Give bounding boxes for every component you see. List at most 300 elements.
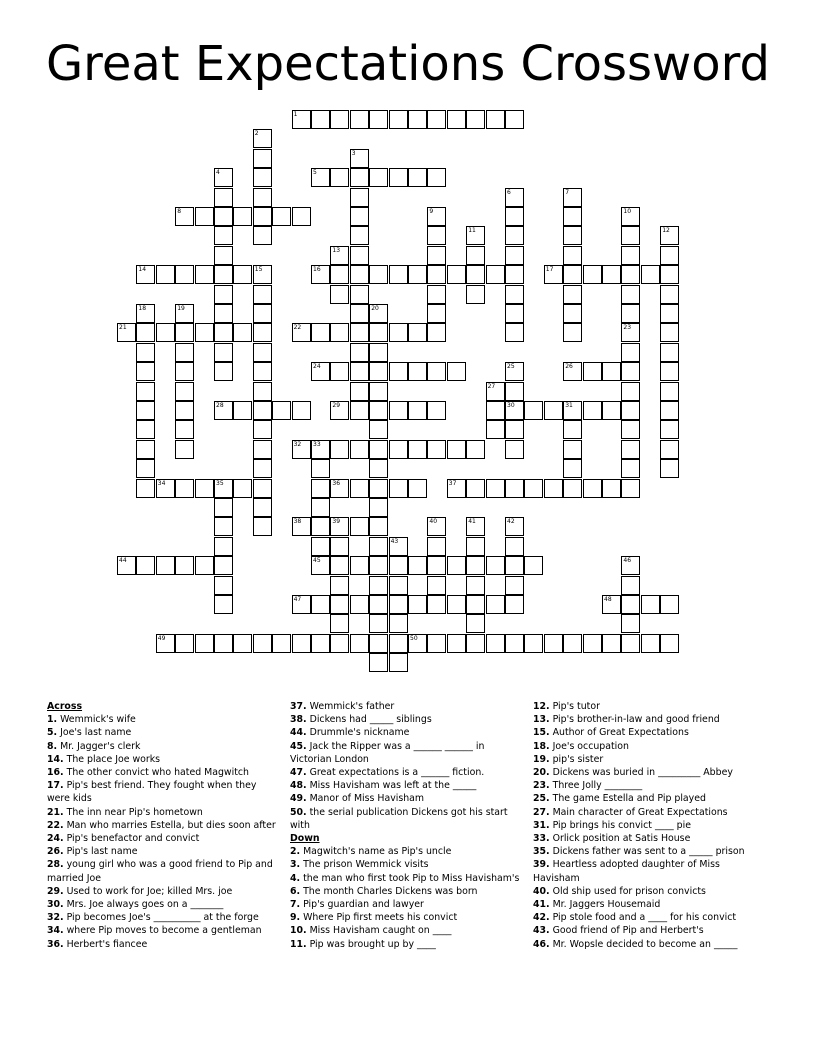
grid-cell[interactable]: [427, 168, 446, 187]
grid-cell[interactable]: [602, 595, 621, 614]
grid-cell[interactable]: [408, 401, 427, 420]
grid-cell[interactable]: [563, 634, 582, 653]
grid-cell[interactable]: [156, 556, 175, 575]
grid-cell[interactable]: [466, 265, 485, 284]
grid-cell[interactable]: [505, 420, 524, 439]
grid-cell[interactable]: [389, 556, 408, 575]
grid-cell[interactable]: [524, 479, 543, 498]
grid-cell[interactable]: [253, 362, 272, 381]
grid-cell[interactable]: [660, 246, 679, 265]
grid-cell[interactable]: [369, 343, 388, 362]
grid-cell[interactable]: [563, 459, 582, 478]
grid-cell[interactable]: [544, 479, 563, 498]
grid-cell[interactable]: [350, 343, 369, 362]
grid-cell[interactable]: [253, 401, 272, 420]
grid-cell[interactable]: [253, 188, 272, 207]
grid-cell[interactable]: [621, 226, 640, 245]
grid-cell[interactable]: [311, 517, 330, 536]
grid-cell[interactable]: [389, 614, 408, 633]
grid-cell[interactable]: [466, 517, 485, 536]
grid-cell[interactable]: [505, 362, 524, 381]
grid-cell[interactable]: [233, 265, 252, 284]
grid-cell[interactable]: [214, 576, 233, 595]
grid-cell[interactable]: [369, 110, 388, 129]
grid-cell[interactable]: [427, 323, 446, 342]
grid-cell[interactable]: [311, 595, 330, 614]
grid-cell[interactable]: [195, 323, 214, 342]
grid-cell[interactable]: [350, 168, 369, 187]
grid-cell[interactable]: [505, 110, 524, 129]
grid-cell[interactable]: [369, 634, 388, 653]
grid-cell[interactable]: [156, 479, 175, 498]
grid-cell[interactable]: [292, 110, 311, 129]
grid-cell[interactable]: [389, 653, 408, 672]
grid-cell[interactable]: [292, 517, 311, 536]
grid-cell[interactable]: [563, 323, 582, 342]
grid-cell[interactable]: [466, 595, 485, 614]
grid-cell[interactable]: [563, 285, 582, 304]
grid-cell[interactable]: [253, 304, 272, 323]
grid-cell[interactable]: [311, 498, 330, 517]
grid-cell[interactable]: [427, 401, 446, 420]
grid-cell[interactable]: [136, 556, 155, 575]
grid-cell[interactable]: [486, 401, 505, 420]
grid-cell[interactable]: [621, 576, 640, 595]
grid-cell[interactable]: [621, 343, 640, 362]
grid-cell[interactable]: [369, 576, 388, 595]
grid-cell[interactable]: [330, 110, 349, 129]
grid-cell[interactable]: [505, 188, 524, 207]
grid-cell[interactable]: [389, 634, 408, 653]
grid-cell[interactable]: [311, 440, 330, 459]
grid-cell[interactable]: [447, 634, 466, 653]
grid-cell[interactable]: [195, 634, 214, 653]
grid-cell[interactable]: [563, 401, 582, 420]
grid-cell[interactable]: [330, 634, 349, 653]
grid-cell[interactable]: [660, 362, 679, 381]
grid-cell[interactable]: [466, 479, 485, 498]
grid-cell[interactable]: [350, 556, 369, 575]
grid-cell[interactable]: [641, 634, 660, 653]
grid-cell[interactable]: [311, 479, 330, 498]
grid-cell[interactable]: [175, 382, 194, 401]
grid-cell[interactable]: [408, 110, 427, 129]
grid-cell[interactable]: [621, 459, 640, 478]
grid-cell[interactable]: [136, 382, 155, 401]
grid-cell[interactable]: [136, 479, 155, 498]
grid-cell[interactable]: [389, 323, 408, 342]
grid-cell[interactable]: [136, 323, 155, 342]
grid-cell[interactable]: [524, 556, 543, 575]
grid-cell[interactable]: [389, 168, 408, 187]
grid-cell[interactable]: [427, 362, 446, 381]
grid-cell[interactable]: [505, 517, 524, 536]
grid-cell[interactable]: [660, 323, 679, 342]
grid-cell[interactable]: [350, 517, 369, 536]
grid-cell[interactable]: [136, 265, 155, 284]
grid-cell[interactable]: [408, 265, 427, 284]
grid-cell[interactable]: [505, 401, 524, 420]
grid-cell[interactable]: [505, 323, 524, 342]
grid-cell[interactable]: [505, 634, 524, 653]
grid-cell[interactable]: [621, 207, 640, 226]
grid-cell[interactable]: [505, 556, 524, 575]
grid-cell[interactable]: [292, 440, 311, 459]
grid-cell[interactable]: [602, 479, 621, 498]
grid-cell[interactable]: [350, 110, 369, 129]
grid-cell[interactable]: [660, 304, 679, 323]
grid-cell[interactable]: [311, 537, 330, 556]
grid-cell[interactable]: [330, 479, 349, 498]
grid-cell[interactable]: [330, 440, 349, 459]
grid-cell[interactable]: [136, 304, 155, 323]
grid-cell[interactable]: [660, 420, 679, 439]
grid-cell[interactable]: [311, 110, 330, 129]
grid-cell[interactable]: [660, 634, 679, 653]
grid-cell[interactable]: [466, 110, 485, 129]
grid-cell[interactable]: [292, 207, 311, 226]
grid-cell[interactable]: [427, 576, 446, 595]
grid-cell[interactable]: [233, 634, 252, 653]
grid-cell[interactable]: [563, 207, 582, 226]
grid-cell[interactable]: [621, 614, 640, 633]
grid-cell[interactable]: [621, 382, 640, 401]
grid-cell[interactable]: [427, 595, 446, 614]
grid-cell[interactable]: [369, 595, 388, 614]
grid-cell[interactable]: [408, 362, 427, 381]
grid-cell[interactable]: [660, 226, 679, 245]
grid-cell[interactable]: [311, 634, 330, 653]
grid-cell[interactable]: [486, 595, 505, 614]
grid-cell[interactable]: [330, 517, 349, 536]
grid-cell[interactable]: [447, 479, 466, 498]
grid-cell[interactable]: [136, 440, 155, 459]
grid-cell[interactable]: [233, 207, 252, 226]
grid-cell[interactable]: [447, 595, 466, 614]
grid-cell[interactable]: [621, 479, 640, 498]
grid-cell[interactable]: [350, 440, 369, 459]
grid-cell[interactable]: [447, 110, 466, 129]
grid-cell[interactable]: [427, 207, 446, 226]
grid-cell[interactable]: [253, 226, 272, 245]
grid-cell[interactable]: [369, 479, 388, 498]
grid-cell[interactable]: [408, 634, 427, 653]
grid-cell[interactable]: [117, 556, 136, 575]
grid-cell[interactable]: [369, 168, 388, 187]
grid-cell[interactable]: [350, 207, 369, 226]
grid-cell[interactable]: [350, 246, 369, 265]
grid-cell[interactable]: [253, 149, 272, 168]
grid-cell[interactable]: [563, 188, 582, 207]
grid-cell[interactable]: [408, 440, 427, 459]
grid-cell[interactable]: [427, 304, 446, 323]
grid-cell[interactable]: [486, 556, 505, 575]
grid-cell[interactable]: [369, 614, 388, 633]
grid-cell[interactable]: [350, 634, 369, 653]
grid-cell[interactable]: [369, 537, 388, 556]
grid-cell[interactable]: [350, 362, 369, 381]
grid-cell[interactable]: [214, 246, 233, 265]
grid-cell[interactable]: [253, 343, 272, 362]
grid-cell[interactable]: [214, 537, 233, 556]
grid-cell[interactable]: [330, 285, 349, 304]
grid-cell[interactable]: [447, 556, 466, 575]
grid-cell[interactable]: [272, 207, 291, 226]
grid-cell[interactable]: [486, 382, 505, 401]
grid-cell[interactable]: [330, 246, 349, 265]
grid-cell[interactable]: [253, 498, 272, 517]
grid-cell[interactable]: [486, 634, 505, 653]
grid-cell[interactable]: [660, 343, 679, 362]
grid-cell[interactable]: [233, 323, 252, 342]
grid-cell[interactable]: [621, 401, 640, 420]
grid-cell[interactable]: [621, 304, 640, 323]
grid-cell[interactable]: [369, 382, 388, 401]
grid-cell[interactable]: [389, 537, 408, 556]
grid-cell[interactable]: [602, 401, 621, 420]
grid-cell[interactable]: [563, 440, 582, 459]
grid-cell[interactable]: [505, 479, 524, 498]
grid-cell[interactable]: [427, 517, 446, 536]
grid-cell[interactable]: [486, 420, 505, 439]
grid-cell[interactable]: [660, 440, 679, 459]
grid-cell[interactable]: [175, 401, 194, 420]
grid-cell[interactable]: [563, 304, 582, 323]
grid-cell[interactable]: [408, 479, 427, 498]
grid-cell[interactable]: [214, 595, 233, 614]
grid-cell[interactable]: [505, 304, 524, 323]
grid-cell[interactable]: [369, 498, 388, 517]
grid-cell[interactable]: [195, 556, 214, 575]
grid-cell[interactable]: [214, 401, 233, 420]
grid-cell[interactable]: [175, 343, 194, 362]
grid-cell[interactable]: [253, 323, 272, 342]
grid-cell[interactable]: [175, 420, 194, 439]
grid-cell[interactable]: [253, 479, 272, 498]
grid-cell[interactable]: [583, 634, 602, 653]
grid-cell[interactable]: [544, 401, 563, 420]
grid-cell[interactable]: [175, 556, 194, 575]
grid-cell[interactable]: [427, 246, 446, 265]
grid-cell[interactable]: [330, 576, 349, 595]
grid-cell[interactable]: [389, 110, 408, 129]
grid-cell[interactable]: [447, 440, 466, 459]
grid-cell[interactable]: [253, 420, 272, 439]
grid-cell[interactable]: [466, 226, 485, 245]
grid-cell[interactable]: [427, 285, 446, 304]
grid-cell[interactable]: [389, 576, 408, 595]
grid-cell[interactable]: [466, 285, 485, 304]
grid-cell[interactable]: [350, 265, 369, 284]
grid-cell[interactable]: [524, 634, 543, 653]
grid-cell[interactable]: [330, 265, 349, 284]
grid-cell[interactable]: [583, 362, 602, 381]
grid-cell[interactable]: [660, 459, 679, 478]
grid-cell[interactable]: [175, 479, 194, 498]
grid-cell[interactable]: [330, 556, 349, 575]
grid-cell[interactable]: [621, 285, 640, 304]
grid-cell[interactable]: [369, 440, 388, 459]
grid-cell[interactable]: [427, 110, 446, 129]
grid-cell[interactable]: [292, 595, 311, 614]
grid-cell[interactable]: [505, 285, 524, 304]
grid-cell[interactable]: [447, 265, 466, 284]
grid-cell[interactable]: [272, 401, 291, 420]
grid-cell[interactable]: [214, 556, 233, 575]
grid-cell[interactable]: [660, 595, 679, 614]
grid-cell[interactable]: [369, 420, 388, 439]
grid-cell[interactable]: [156, 634, 175, 653]
grid-cell[interactable]: [602, 265, 621, 284]
grid-cell[interactable]: [369, 304, 388, 323]
grid-cell[interactable]: [350, 304, 369, 323]
grid-cell[interactable]: [369, 323, 388, 342]
grid-cell[interactable]: [253, 440, 272, 459]
grid-cell[interactable]: [214, 188, 233, 207]
grid-cell[interactable]: [621, 362, 640, 381]
grid-cell[interactable]: [602, 634, 621, 653]
grid-cell[interactable]: [524, 401, 543, 420]
grid-cell[interactable]: [408, 556, 427, 575]
grid-cell[interactable]: [350, 595, 369, 614]
grid-cell[interactable]: [214, 285, 233, 304]
grid-cell[interactable]: [563, 265, 582, 284]
grid-cell[interactable]: [214, 168, 233, 187]
grid-cell[interactable]: [427, 440, 446, 459]
grid-cell[interactable]: [505, 246, 524, 265]
grid-cell[interactable]: [350, 323, 369, 342]
grid-cell[interactable]: [214, 362, 233, 381]
grid-cell[interactable]: [389, 265, 408, 284]
grid-cell[interactable]: [330, 362, 349, 381]
grid-cell[interactable]: [330, 614, 349, 633]
grid-cell[interactable]: [505, 265, 524, 284]
grid-cell[interactable]: [563, 226, 582, 245]
grid-cell[interactable]: [389, 401, 408, 420]
grid-cell[interactable]: [350, 401, 369, 420]
grid-cell[interactable]: [369, 556, 388, 575]
grid-cell[interactable]: [466, 614, 485, 633]
grid-cell[interactable]: [311, 556, 330, 575]
grid-cell[interactable]: [156, 323, 175, 342]
grid-cell[interactable]: [660, 382, 679, 401]
grid-cell[interactable]: [660, 265, 679, 284]
grid-cell[interactable]: [389, 479, 408, 498]
grid-cell[interactable]: [214, 634, 233, 653]
grid-cell[interactable]: [641, 265, 660, 284]
grid-cell[interactable]: [583, 265, 602, 284]
grid-cell[interactable]: [427, 265, 446, 284]
grid-cell[interactable]: [427, 226, 446, 245]
grid-cell[interactable]: [214, 498, 233, 517]
grid-cell[interactable]: [427, 537, 446, 556]
grid-cell[interactable]: [369, 401, 388, 420]
grid-cell[interactable]: [253, 207, 272, 226]
grid-cell[interactable]: [214, 304, 233, 323]
grid-cell[interactable]: [563, 420, 582, 439]
grid-cell[interactable]: [505, 382, 524, 401]
grid-cell[interactable]: [660, 401, 679, 420]
grid-cell[interactable]: [311, 323, 330, 342]
grid-cell[interactable]: [427, 634, 446, 653]
grid-cell[interactable]: [621, 440, 640, 459]
grid-cell[interactable]: [486, 265, 505, 284]
grid-cell[interactable]: [117, 323, 136, 342]
grid-cell[interactable]: [292, 323, 311, 342]
grid-cell[interactable]: [350, 188, 369, 207]
grid-cell[interactable]: [175, 304, 194, 323]
grid-cell[interactable]: [272, 634, 291, 653]
grid-cell[interactable]: [292, 634, 311, 653]
grid-cell[interactable]: [156, 265, 175, 284]
grid-cell[interactable]: [175, 362, 194, 381]
grid-cell[interactable]: [466, 440, 485, 459]
grid-cell[interactable]: [253, 129, 272, 148]
grid-cell[interactable]: [660, 285, 679, 304]
grid-cell[interactable]: [233, 479, 252, 498]
grid-cell[interactable]: [350, 285, 369, 304]
grid-cell[interactable]: [195, 265, 214, 284]
grid-cell[interactable]: [175, 440, 194, 459]
grid-cell[interactable]: [253, 634, 272, 653]
grid-cell[interactable]: [641, 595, 660, 614]
grid-cell[interactable]: [214, 323, 233, 342]
grid-cell[interactable]: [427, 556, 446, 575]
grid-cell[interactable]: [621, 265, 640, 284]
grid-cell[interactable]: [466, 556, 485, 575]
grid-cell[interactable]: [311, 459, 330, 478]
grid-cell[interactable]: [466, 576, 485, 595]
grid-cell[interactable]: [195, 479, 214, 498]
grid-cell[interactable]: [253, 168, 272, 187]
grid-cell[interactable]: [369, 653, 388, 672]
grid-cell[interactable]: [505, 576, 524, 595]
grid-cell[interactable]: [369, 459, 388, 478]
grid-cell[interactable]: [175, 265, 194, 284]
grid-cell[interactable]: [621, 246, 640, 265]
grid-cell[interactable]: [253, 265, 272, 284]
grid-cell[interactable]: [175, 323, 194, 342]
grid-cell[interactable]: [466, 246, 485, 265]
grid-cell[interactable]: [253, 517, 272, 536]
grid-cell[interactable]: [447, 362, 466, 381]
grid-cell[interactable]: [505, 595, 524, 614]
grid-cell[interactable]: [214, 517, 233, 536]
grid-cell[interactable]: [563, 479, 582, 498]
grid-cell[interactable]: [505, 440, 524, 459]
grid-cell[interactable]: [330, 168, 349, 187]
grid-cell[interactable]: [136, 420, 155, 439]
grid-cell[interactable]: [233, 401, 252, 420]
grid-cell[interactable]: [369, 517, 388, 536]
grid-cell[interactable]: [369, 362, 388, 381]
grid-cell[interactable]: [583, 479, 602, 498]
grid-cell[interactable]: [214, 343, 233, 362]
grid-cell[interactable]: [214, 265, 233, 284]
grid-cell[interactable]: [621, 323, 640, 342]
grid-cell[interactable]: [621, 634, 640, 653]
grid-cell[interactable]: [330, 537, 349, 556]
grid-cell[interactable]: [136, 343, 155, 362]
grid-cell[interactable]: [330, 595, 349, 614]
grid-cell[interactable]: [563, 246, 582, 265]
grid-cell[interactable]: [175, 634, 194, 653]
grid-cell[interactable]: [486, 479, 505, 498]
grid-cell[interactable]: [350, 382, 369, 401]
grid-cell[interactable]: [389, 362, 408, 381]
grid-cell[interactable]: [311, 265, 330, 284]
grid-cell[interactable]: [350, 149, 369, 168]
